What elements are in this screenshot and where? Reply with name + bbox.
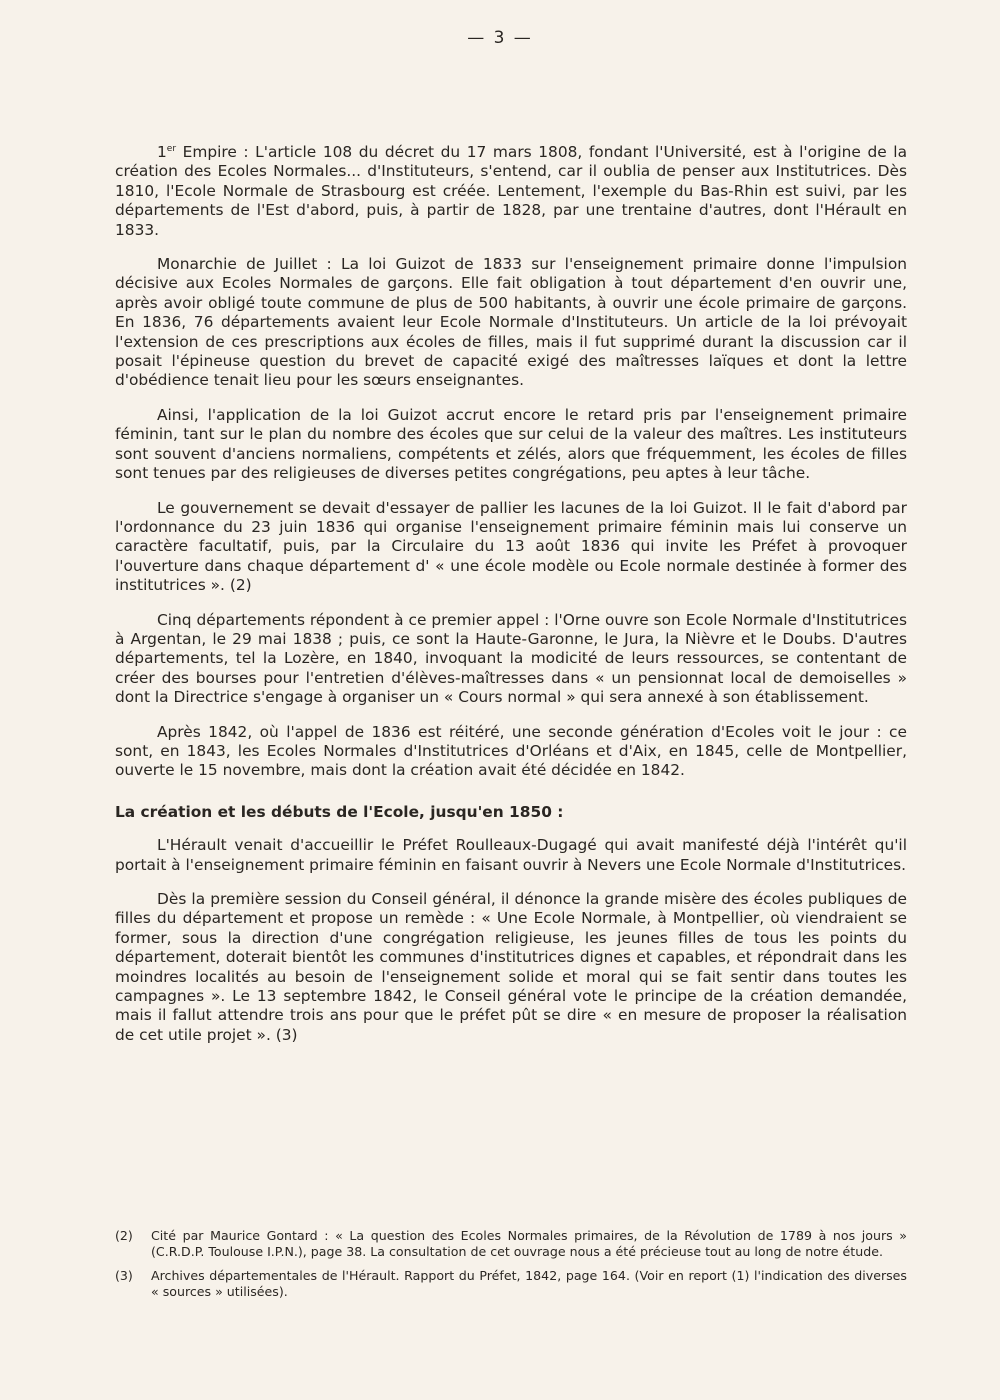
paragraph-conseil-general: Dès la première session du Conseil général, il dénonce la grande misère des écoles publiques de filles du département et propose un remède : « Une Ecole Normale, à Montpellier, où viendraient se former, sous la direction d'une congrégation religieuse, les jeunes filles de tous les points du département, doterait bientôt les communes d'institutrices dignes et capables, et répondrait dans les moindres localités au besoin de l'enseignement solide et moral qui se fait sentir dans toutes les campagnes ». Le 13 septembre 1842, le Conseil général vote le principe de la création demandée, mais il fallut attendre trois ans pour que le préfet pût se dire « en mesure de proposer la réalisation de cet utile projet ». (3) (115, 890, 907, 1044)
paragraph-herault: L'Hérault venait d'accueillir le Préfet Roulleaux-Dugagé qui avait manifesté déjà l'intérêt qu'il portait à l'enseignement primaire féminin en faisant ouvrir à Nevers une Ecole Normale d'Institutrices. (115, 836, 907, 874)
footnote-number: (3) (115, 1267, 133, 1283)
footnotes (115, 1228, 907, 1308)
footnote-text: Cité par Maurice Gontard : « La question des Ecoles Normales primaires, de la Révolution de 1789 à nos jours » (C.R.D.P. Toulouse I.P.N.), page 38. La consultation de cet ouvrage nous a été précieuse tout au long de notre étude. (151, 1228, 907, 1260)
footnote (115, 1228, 907, 1261)
paragraph-cinq-departements: Cinq départements répondent à ce premier appel : l'Orne ouvre son Ecole Normale d'Institutrices à Argentan, le 29 mai 1838 ; puis, ce sont la Haute-Garonne, le Jura, la Nièvre et le Doubs. D'autres départements, tel la Lozère, en 1840, invoquant la modicité de leurs ressources, se contentant de créer des bourses pour l'entretien d'élèves-maîtresses dans « un pensionnat local de demoiselles » dont la Directrice s'engage à organiser un « Cours normal » qui sera annexé à son établissement. (115, 610, 907, 707)
paragraph-apres-1842: Après 1842, où l'appel de 1836 est réitéré, une seconde génération d'Ecoles voit le jour : ce sont, en 1843, les Ecoles Normales d'Institutrices d'Orléans et d'Aix, en 1845, celle de Montpellier, ouverte le 15 novembre, mais dont la création avait été décidée en 1842. (115, 722, 907, 780)
paragraph-text: Empire : L'article 108 du décret du 17 mars 1808, fondant l'Université, est à l'origine de la création des Ecoles Normales... d'Instituteurs, s'entend, car il oublia de penser aux Institutrices. Dès 1810, l'Ecole Normale de Strasbourg est créée. Lentement, l'exemple du Bas-Rhin est suivi, par les départements de l'Est d'abord, puis, à partir de 1828, par une trentaine d'autres, dont l'Hérault en 1833. (115, 143, 907, 239)
paragraph-gouvernement: Le gouvernement se devait d'essayer de pallier les lacunes de la loi Guizot. Il le fait d'abord par l'ordonnance du 23 juin 1836 qui organise l'enseignement primaire féminin mais lui conserve un caractère facultatif, puis, par la Circulaire du 13 août 1836 qui invite les Préfet à provoquer l'ouverture dans chaque département d' « une école modèle ou Ecole normale destinée à former des institutrices ». (2) (115, 498, 907, 595)
body-text (115, 143, 907, 1060)
ordinal-superscript: er (166, 143, 177, 154)
page-number: — 3 — (467, 28, 533, 48)
footnote-text: Archives départementales de l'Hérault. Rapport du Préfet, 1842, page 164. (Voir en report (1) l'indication des diverses « sources » utilisées). (151, 1267, 907, 1300)
footnote (115, 1268, 907, 1301)
section-heading: La création et les débuts de l'Ecole, jusqu'en 1850 : (115, 802, 564, 821)
paragraph-first-empire (115, 143, 907, 240)
footnote-number: (2) (115, 1228, 133, 1243)
paragraph-lead-number: 1 (157, 143, 167, 161)
paragraph-monarchie-juillet: Monarchie de Juillet : La loi Guizot de 1833 sur l'enseignement primaire donne l'impulsion décisive aux Ecoles Normales de garçons. Elle fait obligation à tout département d'en ouvrir une, après avoir obligé toute commune de plus de 500 habitants, à ouvrir une école primaire de garçons. En 1836, 76 départements avaient leur Ecole Normale d'Instituteurs. Un article de la loi prévoyait l'extension de ces prescriptions aux écoles de filles, mais il fut supprimé durant la discussion car il posait l'épineuse question du brevet de capacité exigé des maîtresses laïques et dont la lettre d'obédience tenait lieu pour les sœurs enseignantes. (115, 255, 907, 390)
paragraph-loi-guizot: Ainsi, l'application de la loi Guizot accrut encore le retard pris par l'enseignement primaire féminin, tant sur le plan du nombre des écoles que sur celui de la valeur des maîtres. Les instituteurs sont souvent d'anciens normaliens, compétents et zélés, alors que fréquemment, les écoles de filles sont tenues par des religieuses de diverses petites congrégations, peu aptes à leur tâche. (115, 405, 907, 483)
